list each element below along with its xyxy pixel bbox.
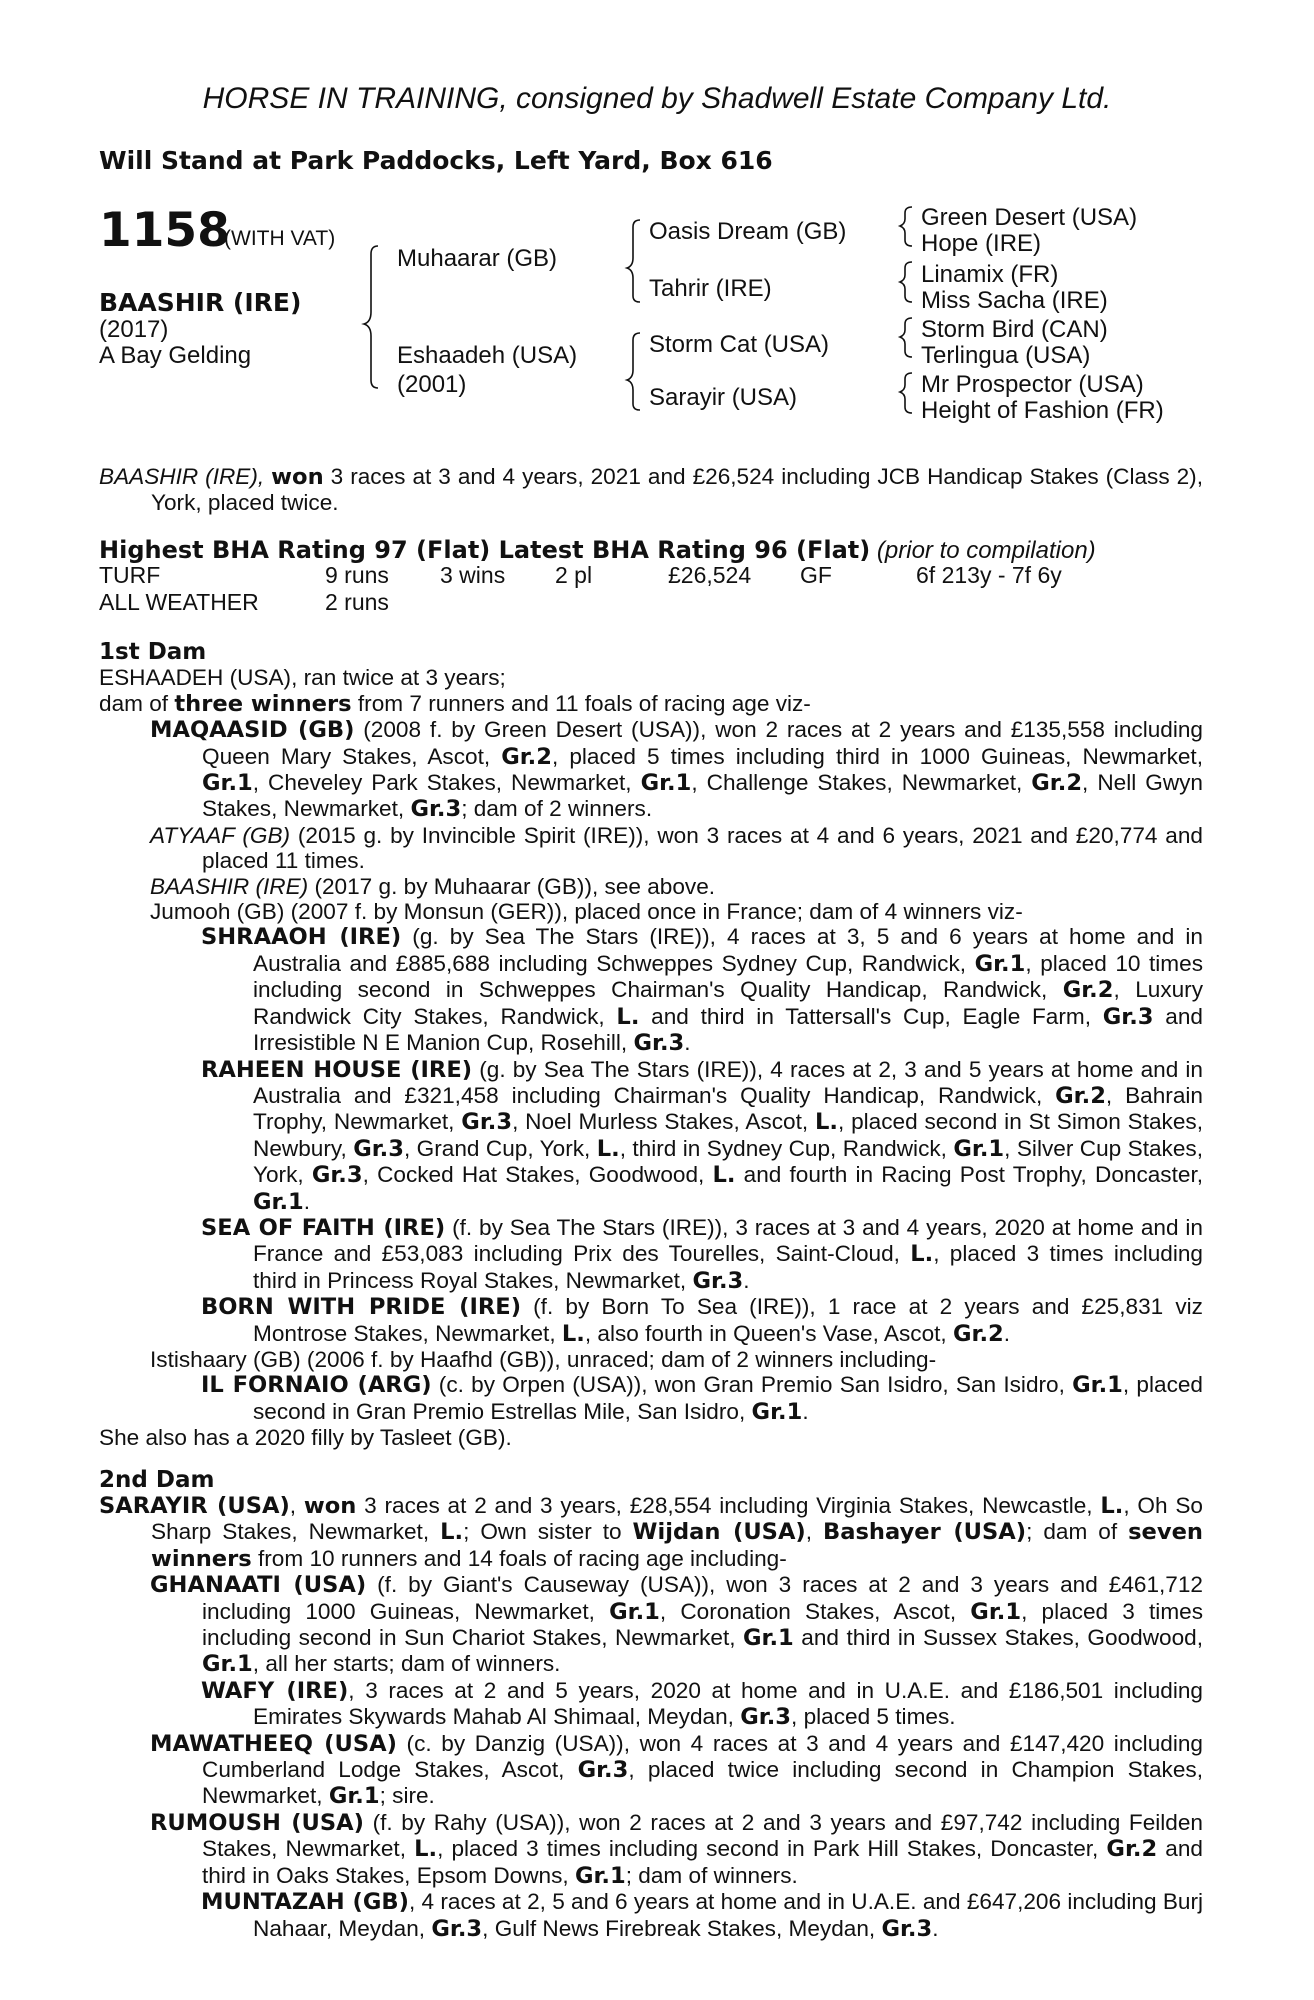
produce-text: (f. by Rahy (USA)), won 2 races at 2 and 3 years and £97,742 including Feilden Stakes, Newmarket, [202, 1809, 1203, 1862]
produce-text: (c. by Orpen (USA)), won Gran Premio San Isidro, San Isidro, [431, 1372, 1073, 1398]
grade: Gr.1 [202, 1651, 253, 1678]
grade: Gr.2 [952, 1320, 1004, 1347]
produce-name: SARAYIR (USA) [99, 1493, 290, 1519]
produce-rumoush [99, 1810, 1203, 1889]
produce-name: RUMOUSH (USA) [150, 1809, 364, 1836]
produce-intro-c: from 7 runners and 11 foals of racing age viz- [351, 690, 811, 716]
grade: Gr.3 [410, 796, 462, 823]
produce-text: and third in Sussex Stakes, Goodwood, [793, 1625, 1203, 1651]
grade: L. [414, 1836, 438, 1863]
summary-horse-name: BAASHIR (IRE), [99, 464, 265, 489]
turf-runs: 9 runs [325, 562, 389, 588]
produce-wafy [99, 1678, 1203, 1731]
produce-maqaasid [99, 717, 1203, 823]
produce-text: , Gulf News Firebreak Stakes, Meydan, [482, 1915, 882, 1941]
ped-gen3-1: Green Desert (USA) [921, 204, 1138, 231]
section-gap [99, 1451, 1203, 1468]
produce-text: and third in Tattersall's Cup, Eagle Farm, [639, 1003, 1103, 1029]
horse-description: A Bay Gelding [99, 342, 252, 369]
produce-text: . [684, 1030, 691, 1056]
sire-sire-name: Oasis Dream (GB) [649, 218, 847, 245]
grade: Gr.2 [1062, 977, 1114, 1004]
consignment-title: HORSE IN TRAINING, consigned by Shadwell Estate Company Ltd. [202, 82, 1112, 115]
grade: Gr.2 [1031, 770, 1083, 797]
grade: Gr.2 [1106, 1836, 1158, 1863]
grade: L. [814, 1109, 838, 1136]
produce-text: , all her starts; dam of winners. [252, 1651, 561, 1677]
produce-text: , Nell Gwyn Stakes, Newmarket, [202, 770, 1203, 822]
grade: Gr.1 [574, 1862, 626, 1889]
produce-shraaoh [99, 924, 1203, 1056]
dam-sections [99, 640, 1203, 1942]
produce-text: , placed second in Gran Premio Estrellas Mile, San Isidro, [253, 1372, 1203, 1424]
sire-dam-name: Tahrir (IRE) [649, 275, 772, 302]
first-dam-produce-intro [99, 691, 1203, 717]
rating-note: (prior to compilation) [876, 537, 1096, 564]
grade: L. [910, 1241, 934, 1268]
produce-text: , Oh So Sharp Stakes, Newmarket, [151, 1493, 1203, 1545]
also-has-note: She also has a 2020 filly by Tasleet (GB). [99, 1425, 512, 1451]
stand-location: Will Stand at Park Paddocks, Left Yard, Box 616 [99, 146, 773, 175]
grade: Gr.1 [253, 1188, 304, 1215]
produce-text: , Luxury Randwick City Stakes, Randwick, [253, 977, 1204, 1029]
produce-text: . [303, 1188, 311, 1214]
grade: L. [1100, 1493, 1124, 1519]
produce-text: ; dam of 2 winners. [461, 796, 653, 822]
grade: Gr.3 [881, 1915, 933, 1942]
second-dam-heading: 2nd Dam [99, 1466, 215, 1493]
won-label: won [303, 1493, 357, 1519]
grade: Gr.3 [633, 1030, 685, 1057]
grade: L. [440, 1519, 464, 1546]
sibling-name: Bashayer (USA) [823, 1519, 1027, 1546]
grade: Gr.1 [970, 1598, 1022, 1625]
produce-text: . [1003, 1320, 1011, 1346]
grade: Gr.3 [740, 1704, 792, 1731]
grade: L. [616, 1003, 640, 1030]
grade: Gr.1 [743, 1625, 794, 1652]
ped-gen3-6: Terlingua (USA) [921, 342, 1091, 369]
ped-gen3-3: Linamix (FR) [921, 261, 1059, 288]
vat-note: (WITH VAT) [224, 227, 336, 250]
grade: Gr.2 [1055, 1082, 1106, 1109]
summary-won: won [271, 464, 324, 490]
produce-baashir [99, 874, 1203, 899]
produce-text: (g. by Sea The Stars (IRE)), 4 races at 3, 5 and 6 years at home and in Australia and £885,688 including Schweppes Sydney Cup, Randwick, [253, 924, 1203, 976]
produce-name: BAASHIR (IRE) [150, 873, 309, 899]
produce-text: . [932, 1915, 939, 1941]
produce-born-with-pride [99, 1294, 1203, 1347]
turf-label: TURF [99, 562, 161, 588]
rating-heading-text: Highest BHA Rating 97 (Flat) Latest BHA Rating 96 (Flat) [99, 536, 871, 564]
produce-text: and third in Oaks Stakes, Epsom Downs, [202, 1836, 1204, 1888]
ped-gen3-2: Hope (IRE) [921, 230, 1042, 257]
grade: Gr.3 [431, 1915, 483, 1942]
turf-wins: 3 wins [440, 562, 506, 588]
produce-muntazah [99, 1889, 1203, 1942]
grade: Gr.1 [953, 1135, 1005, 1162]
produce-text: ; sire. [379, 1783, 435, 1809]
first-dam-heading: 1st Dam [99, 639, 207, 665]
produce-text: (2008 f. by Green Desert (USA)), won 2 races at 2 years and £135,558 including Queen Mary Stakes, Ascot, [202, 717, 1203, 769]
produce-text: , Coronation Stakes, Ascot, [659, 1598, 971, 1624]
ped-gen3-4: Miss Sacha (IRE) [921, 287, 1108, 314]
produce-text: (f. by Sea The Stars (IRE)), 3 races at 3 and 4 years, 2020 at home and in France and £53,083 including Prix des Tourelles, Saint-Cloud, [253, 1214, 1203, 1267]
produce-istishaary: Istishaary (GB) (2006 f. by Haafhd (GB)), unraced; dam of 2 winners including- [150, 1346, 937, 1372]
grade: Gr.2 [501, 743, 552, 770]
produce-text: ; dam of [1026, 1519, 1129, 1545]
turf-placed: 2 pl [555, 562, 593, 588]
grade: Gr.1 [640, 770, 692, 797]
grade: Gr.3 [461, 1109, 513, 1136]
produce-text: , placed second in St Simon Stakes, Newbury, [253, 1109, 1203, 1161]
produce-text: , 3 races at 2 and 5 years, 2020 at home and in U.A.E. and £186,501 including Emirates Skywards Mahab Al Shimaal, Meydan, [253, 1677, 1203, 1730]
horse-name: BAASHIR (IRE) [99, 288, 302, 317]
produce-name: GHANAATI (USA) [150, 1572, 367, 1599]
produce-text: , Silver Cup Stakes, York, [253, 1135, 1203, 1188]
grade: Gr.3 [311, 1162, 363, 1189]
produce-text: , Noel Murless Stakes, Ascot, [512, 1109, 815, 1135]
produce-name: MAQAASID (GB) [150, 717, 355, 744]
sire-name: Muhaarar (GB) [397, 245, 558, 272]
grade: L. [712, 1162, 736, 1189]
ped-gen3-5: Storm Bird (CAN) [921, 316, 1108, 343]
grade: Gr.3 [692, 1267, 744, 1294]
produce-text: ; dam of winners. [625, 1862, 798, 1888]
produce-intro-a: dam of [99, 690, 175, 716]
aw-label: ALL WEATHER [99, 589, 259, 615]
produce-text: 3 races at 2 and 3 years, £28,554 including Virginia Stakes, Newcastle, [356, 1493, 1101, 1518]
first-dam-line: ESHAADEH (USA), ran twice at 3 years; [99, 665, 506, 691]
produce-text: , placed 5 times including third in 1000 Guineas, Newmarket, [552, 743, 1203, 769]
produce-mawatheeq [99, 1731, 1203, 1810]
grade: L. [561, 1320, 585, 1347]
produce-text: . [802, 1398, 809, 1424]
produce-name: RAHEEN HOUSE (IRE) [201, 1056, 473, 1083]
produce-name: BORN WITH PRIDE (IRE) [201, 1294, 522, 1321]
grade: Gr.1 [974, 950, 1026, 977]
produce-text: and fourth in Racing Post Trophy, Doncaster, [735, 1162, 1203, 1188]
second-dam-sarayir: SARAYIR (USA), won 3 races at 2 and 3 years, £28,554 including Virginia Stakes, Newcastle, L., Oh So Sharp Stakes, Newmarket, L.; Own sister to Wijdan (USA), Bashayer (USA); dam of seven winners from 10 runners and 14 foals of racing age including- [99, 1493, 1204, 1572]
produce-text: (2015 g. by Invincible Spirit (IRE)), won 3 races at 4 and 6 years, 2021 and £20,774 and placed 11 times. [202, 822, 1203, 874]
foaling-year: (2017) [99, 316, 169, 343]
dam-sire-name: Storm Cat (USA) [649, 331, 830, 358]
grade: Gr.1 [328, 1783, 380, 1810]
turf-going: GF [800, 562, 832, 588]
produce-text: and Irresistible N E Manion Cup, Rosehill, [253, 1003, 1203, 1056]
produce-text: , Grand Cup, York, [403, 1135, 597, 1161]
produce-text: , third in Sydney Cup, Randwick, [619, 1135, 954, 1161]
produce-text: , 4 races at 2, 5 and 6 years at home and in U.A.E. and £647,206 including Burj Nahaar, Meydan, [253, 1889, 1203, 1941]
produce-name: IL FORNAIO (ARG) [201, 1372, 432, 1399]
grade: L. [596, 1135, 620, 1162]
produce-text: from 10 runners and 14 foals of racing age including- [251, 1545, 787, 1571]
produce-raheen-house [99, 1057, 1203, 1215]
produce-text: , Bahrain Trophy, Newmarket, [253, 1082, 1203, 1135]
produce-text: , also fourth in Queen's Vase, Ascot, [584, 1320, 953, 1346]
produce-text: , placed 3 times including second in Sun Chariot Stakes, Newmarket, [202, 1598, 1204, 1651]
produce-intro-winners: three winners [174, 690, 352, 717]
produce-text: , Cheveley Park Stakes, Newmarket, [252, 770, 641, 796]
summary-text: 3 races at 3 and 4 years, 2021 and £26,524 including JCB Handicap Stakes (Class 2), York, placed twice. [151, 464, 1203, 516]
produce-sea-of-faith [99, 1215, 1203, 1294]
produce-atyaaf [99, 823, 1203, 874]
produce-text: , placed twice including second in Champion Stakes, Newmarket, [202, 1757, 1203, 1809]
produce-name: MAWATHEEQ (USA) [150, 1730, 397, 1757]
grade: Gr.3 [1102, 1003, 1154, 1030]
turf-prize: £26,524 [668, 562, 752, 588]
produce-text: , placed 3 times including third in Princess Royal Stakes, Newmarket, [253, 1241, 1204, 1293]
turf-distance: 6f 213y - 7f 6y [916, 562, 1062, 588]
grade: Gr.3 [577, 1757, 629, 1784]
produce-text: , Challenge Stakes, Newmarket, [691, 770, 1032, 796]
produce-name: SHRAAOH (IRE) [201, 924, 402, 951]
produce-jumooh: Jumooh (GB) (2007 f. by Monsun (GER)), placed once in France; dam of 4 winners viz- [150, 899, 1023, 925]
produce-text: , placed 10 times including second in Schweppes Chairman's Quality Handicap, Randwick, [253, 950, 1203, 1003]
produce-ghanaati [99, 1572, 1203, 1678]
produce-text: , placed 5 times. [791, 1704, 956, 1730]
produce-name: SEA OF FAITH (IRE) [201, 1214, 446, 1241]
produce-name: MUNTAZAH (GB) [201, 1889, 409, 1916]
produce-text: (f. by Giant's Causeway (USA)), won 3 races at 2 and 3 years and £461,712 including 1000 Guineas, Newmarket, [202, 1572, 1203, 1624]
produce-name: ATYAAF (GB) [150, 822, 291, 848]
lot-number: 1158 [99, 203, 230, 258]
race-summary [99, 464, 1203, 516]
grade: Gr.1 [609, 1598, 660, 1625]
grade: Gr.1 [1072, 1372, 1123, 1399]
dam-name: Eshaadeh (USA) [397, 342, 578, 369]
produce-text: (2017 g. by Muhaarar (GB)), see above. [308, 873, 716, 899]
ped-gen3-8: Height of Fashion (FR) [921, 397, 1164, 424]
produce-text: ; Own sister to [463, 1519, 633, 1545]
ped-gen3-7: Mr Prospector (USA) [921, 371, 1144, 398]
produce-text: (f. by Born To Sea (IRE)), 1 race at 2 years and £25,831 viz Montrose Stakes, Newmarket, [253, 1294, 1203, 1346]
produce-text: , Cocked Hat Stakes, Goodwood, [362, 1162, 713, 1188]
produce-text: (g. by Sea The Stars (IRE)), 4 races at 2, 3 and 5 years at home and in Australia and £321,458 including Chairman's Quality Handicap, Randwick, [253, 1056, 1203, 1108]
produce-text: . [743, 1267, 750, 1293]
grade: Gr.1 [202, 770, 253, 797]
grade: Gr.1 [751, 1398, 803, 1425]
sibling-name: Wijdan (USA) [632, 1519, 806, 1546]
dam-dam-name: Sarayir (USA) [649, 384, 798, 411]
dam-year: (2001) [397, 371, 467, 398]
rating-heading [99, 536, 1096, 565]
grade: Gr.3 [353, 1135, 404, 1162]
produce-text: (c. by Danzig (USA)), won 4 races at 3 and 4 years and £147,420 including Cumberland Lodge Stakes, Ascot, [202, 1730, 1203, 1783]
produce-il-fornaio [99, 1372, 1203, 1425]
winners-count: seven winners [151, 1519, 1204, 1572]
produce-text: , placed 3 times including second in Park Hill Stakes, Doncaster, [437, 1836, 1107, 1862]
aw-runs: 2 runs [325, 589, 389, 615]
produce-name: WAFY (IRE) [201, 1677, 349, 1704]
